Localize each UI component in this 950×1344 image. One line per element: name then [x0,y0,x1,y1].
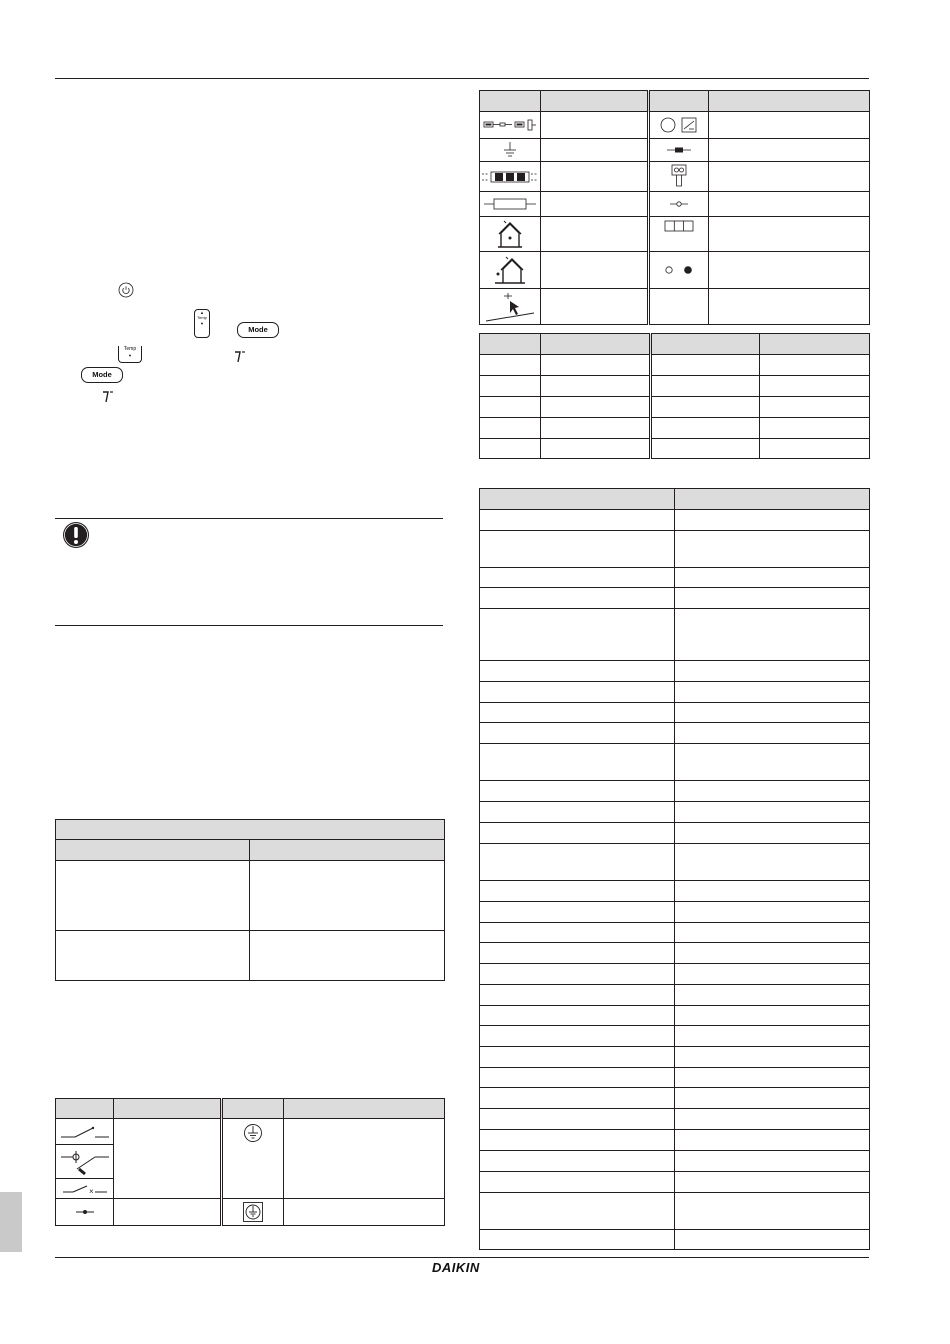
table-cell [675,923,870,943]
ground-symbol-cell [480,139,541,162]
caution-bottom-rule [55,625,443,626]
dot-symbol-cell [649,252,709,289]
table-header-cell [222,1099,284,1119]
table-cell [675,1026,870,1047]
table-cell [480,376,541,397]
indoor-symbol-cell [480,217,541,252]
terminal-point-cell [649,192,709,217]
ferrite-core-icon [481,170,539,184]
table-header-cell [480,489,675,510]
temp-down-icon: Temp ▼ [118,346,142,363]
table-cell [541,418,651,439]
mode-label-2: Mode [92,370,112,379]
table-cell [675,1193,870,1230]
resistor-symbol-cell [649,139,709,162]
table-cell [541,397,651,418]
table-cell [480,723,675,744]
table-cell [480,531,675,568]
temp-label: Temp [197,315,207,320]
table-cell [760,376,870,397]
table-cell [480,1151,675,1172]
table-cell [675,568,870,588]
table-cell [675,1230,870,1250]
header-rule [55,78,869,79]
table-cell [56,931,250,981]
table-cell [541,355,651,376]
table-cell [651,376,760,397]
field-wiring-symbol-cell [480,289,541,325]
ferrite-symbol-cell [480,162,541,192]
table-header-cell [541,91,649,112]
table-cell [480,568,675,588]
table-cell [675,985,870,1006]
connection-point-icon [70,1207,100,1217]
ground-icon [243,1123,263,1143]
table-cell [480,781,675,802]
table-header-cell [114,1099,222,1119]
table-cell [675,609,870,661]
table-cell [480,744,675,781]
sensor-symbol-cell [649,112,709,139]
table-cell [675,703,870,723]
table-cell [480,844,675,881]
seven-segment-icon-2 [102,390,114,404]
table-cell [114,1119,222,1199]
right-table-3 [479,488,870,1250]
table-cell [114,1199,222,1226]
table-cell [760,355,870,376]
table-cell [709,112,870,139]
table-cell [709,192,870,217]
table-cell [709,217,870,252]
table-header-cell [480,334,541,355]
left-table-1 [55,819,445,981]
table-cell [480,923,675,943]
table-cell [709,139,870,162]
table-cell [480,510,675,531]
table-cell [709,252,870,289]
table-cell [675,531,870,568]
table-cell [760,397,870,418]
table-cell [675,781,870,802]
table-cell [675,1068,870,1088]
side-chapter-tab [0,1192,22,1252]
table-cell [649,289,709,325]
table-cell [651,439,760,459]
mode-label: Mode [248,325,268,334]
protective-earth-cell [222,1199,284,1226]
table-cell [675,744,870,781]
table-cell [651,418,760,439]
table-cell [675,943,870,964]
switch-symbol-cell [56,1119,114,1145]
open-filled-dot-icon [661,264,697,276]
table-cell [541,439,651,459]
right-symbol-table [479,90,870,325]
pressure-switch-icon [59,1147,111,1177]
table-cell [480,902,675,923]
table-cell [760,439,870,459]
terminal-point-icon [668,200,690,208]
table-cell [675,802,870,823]
caution-icon [62,521,90,549]
table-title-row [56,820,445,840]
table-cell [675,881,870,902]
table-cell [675,1172,870,1193]
table-cell [250,861,445,931]
table-cell [675,1151,870,1172]
table-cell [541,112,649,139]
table-header-cell [56,840,250,861]
fuse-box-icon [482,197,538,211]
table-cell [480,943,675,964]
three-pin-connector-icon [664,220,694,232]
house-outdoor-icon [493,255,527,285]
table-header-cell [284,1099,445,1119]
table-cell [675,723,870,744]
table-cell [675,1088,870,1109]
table-cell [541,192,649,217]
table-cell [760,418,870,439]
footer-rule [55,1257,869,1258]
table-cell [675,1006,870,1026]
table-header-cell [675,489,870,510]
fuse-icon [665,145,693,155]
table-cell [541,217,649,252]
switch-no-icon [59,1123,111,1141]
table-cell [480,418,541,439]
table-cell [480,1047,675,1068]
table-cell [480,1172,675,1193]
temp-up-down-icon: ▲ Temp ▼ [194,309,210,338]
table-cell [480,355,541,376]
table-cell [675,1130,870,1151]
table-cell [480,823,675,844]
table-cell [480,703,675,723]
connection-symbol-cell [56,1199,114,1226]
mode-button-icon [237,322,279,338]
table-cell [480,1109,675,1130]
table-cell [480,1088,675,1109]
table-cell [675,682,870,703]
table-cell [480,609,675,661]
table-cell [56,861,250,931]
table-header-cell [250,840,445,861]
seven-segment-icon [234,350,246,364]
left-symbol-table [55,1098,445,1226]
table-cell [541,139,649,162]
temp-down-label: Temp [123,346,137,352]
table-cell [480,802,675,823]
ground-icon [502,141,518,159]
ground-symbol-cell [222,1119,284,1199]
table-cell [675,510,870,531]
switch-symbol-cell [56,1145,114,1179]
table-cell [480,439,541,459]
outdoor-symbol-cell [480,252,541,289]
table-cell [675,588,870,609]
table-cell [480,1068,675,1088]
fuse-symbol-cell [480,192,541,217]
brand-logo: DAIKIN [432,1260,480,1275]
table-cell [709,162,870,192]
table-header-cell [480,91,541,112]
terminal-symbol-cell [649,162,709,192]
table-header-cell [651,334,760,355]
power-icon [118,282,134,298]
table-header-cell [709,91,870,112]
table-cell [480,881,675,902]
table-cell [480,661,675,682]
table-cell [541,162,649,192]
table-cell [284,1199,445,1226]
table-header-cell [649,91,709,112]
table-cell [250,931,445,981]
sensor-icon [658,116,700,134]
table-cell [709,289,870,325]
table-cell [651,355,760,376]
table-cell [541,376,651,397]
table-cell [675,902,870,923]
table-cell [480,1193,675,1230]
table-cell [541,289,649,325]
table-cell [675,823,870,844]
table-cell [675,1109,870,1130]
table-header-cell [760,334,870,355]
switch-x-icon [59,1182,111,1196]
table-cell [675,844,870,881]
table-cell [675,661,870,682]
table-cell [675,1047,870,1068]
table-cell [651,397,760,418]
right-table-2 [479,333,870,459]
caution-top-rule [55,518,443,519]
table-cell [480,397,541,418]
table-cell [480,682,675,703]
table-cell [480,1026,675,1047]
terminal-block-icon [668,164,690,190]
switch-symbol-cell [56,1179,114,1199]
table-cell [480,588,675,609]
svg-text:×: × [88,1186,94,1196]
connector-3pin-cell [649,217,709,252]
house-icon [495,219,525,249]
table-cell [480,964,675,985]
table-cell [480,1230,675,1250]
table-header-cell [56,1099,114,1119]
field-wiring-icon [482,291,538,323]
table-cell [480,1130,675,1151]
connector-icon [482,119,538,131]
table-cell [480,1006,675,1026]
protective-earth-icon [242,1201,264,1223]
mode-button-icon-2 [81,367,123,383]
table-cell [675,964,870,985]
table-cell [480,985,675,1006]
table-cell [541,252,649,289]
table-cell [284,1119,445,1199]
table-header-cell [541,334,651,355]
connector-symbol-cell [480,112,541,139]
